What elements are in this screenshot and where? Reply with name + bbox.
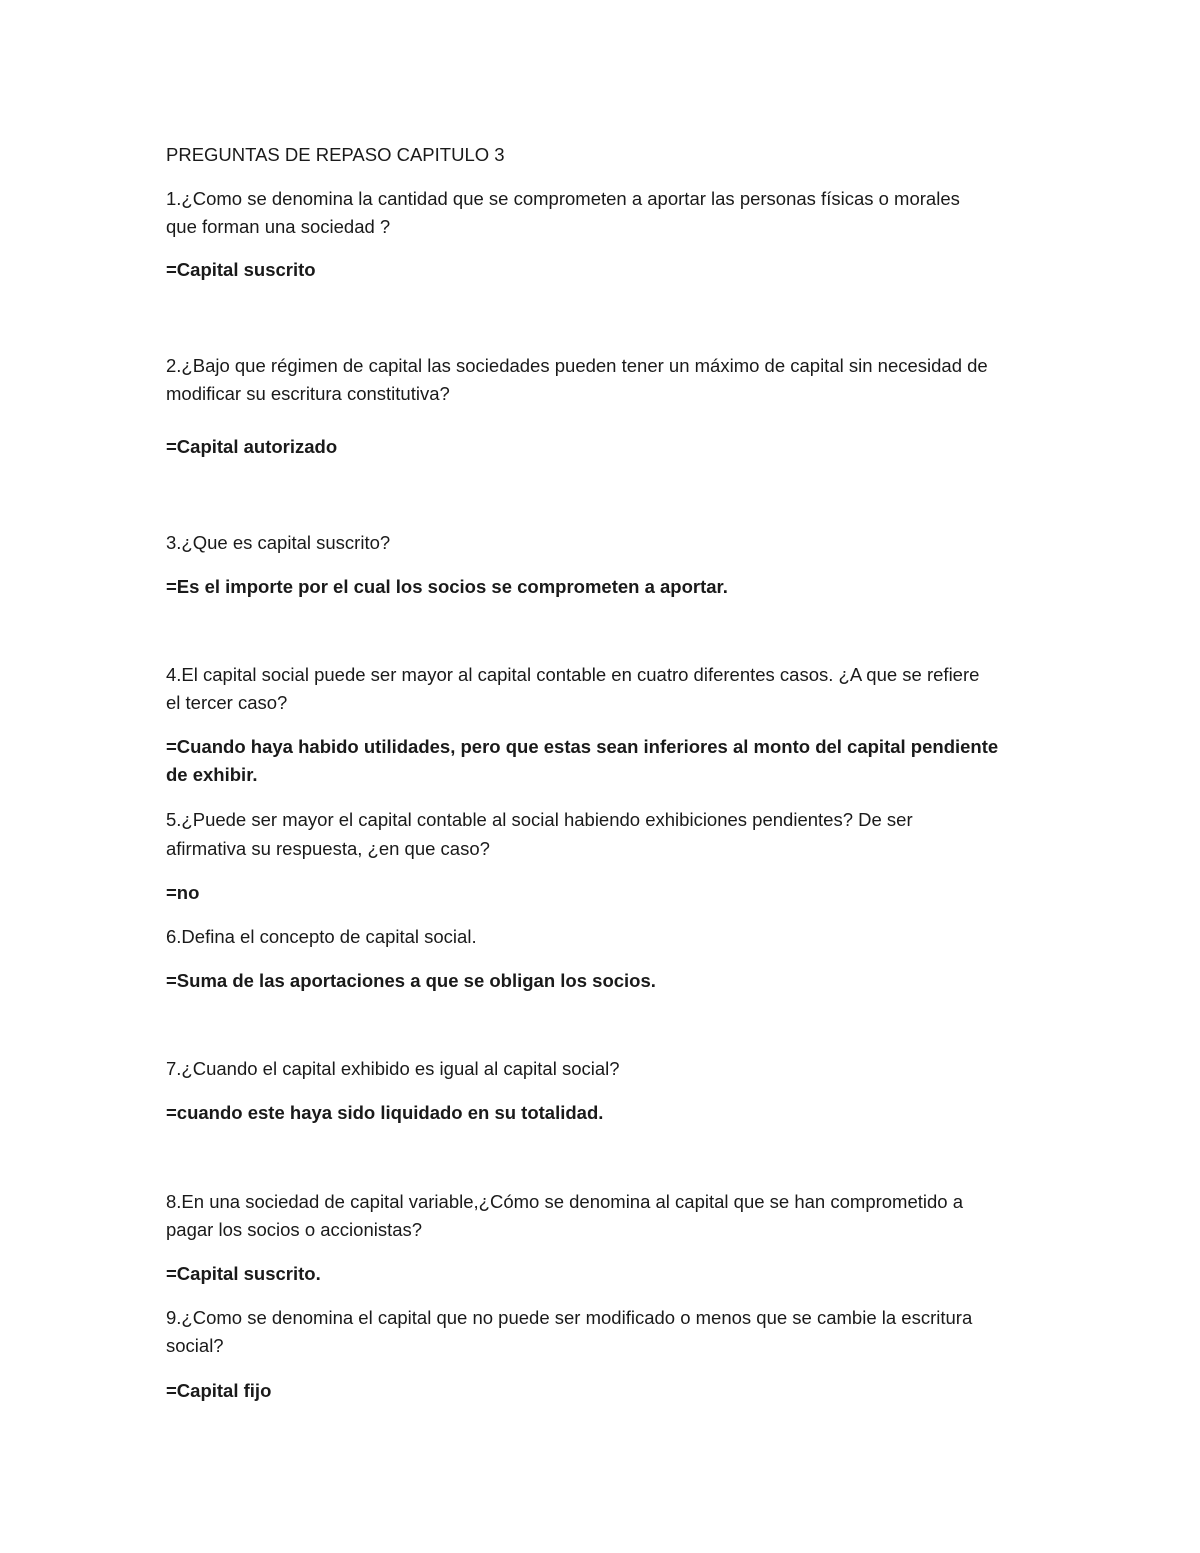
question-9-line-2: social? xyxy=(166,1335,224,1356)
question-8-line-1: 8.En una sociedad de capital variable,¿Cómo se denomina al capital que se han comprometido a xyxy=(166,1191,964,1212)
answer-8: =Capital suscrito. xyxy=(166,1263,321,1284)
answer-4-line-1: =Cuando haya habido utilidades, pero que estas sean inferiores al monto del capital pendiente xyxy=(166,736,999,757)
question-5-line-2: afirmativa su respuesta, ¿en que caso? xyxy=(166,838,490,859)
answer-4-line-2: de exhibir. xyxy=(166,764,258,785)
question-1-line-1: 1.¿Como se denomina la cantidad que se comprometen a aportar las personas físicas o morales xyxy=(166,188,960,209)
question-2-line-1: 2.¿Bajo que régimen de capital las sociedades pueden tener un máximo de capital sin necesidad de xyxy=(166,355,988,376)
question-4-line-2: el tercer caso? xyxy=(166,692,288,713)
question-6-line-1: 6.Defina el concepto de capital social. xyxy=(166,926,477,947)
question-7-line-1: 7.¿Cuando el capital exhibido es igual al capital social? xyxy=(166,1058,620,1079)
question-1-line-2: que forman una sociedad ? xyxy=(166,216,391,237)
question-2-line-2: modificar su escritura constitutiva? xyxy=(166,383,450,404)
answer-9: =Capital fijo xyxy=(166,1380,272,1401)
answer-7: =cuando este haya sido liquidado en su totalidad. xyxy=(166,1102,604,1123)
question-3-line-1: 3.¿Que es capital suscrito? xyxy=(166,532,391,553)
answer-3: =Es el importe por el cual los socios se comprometen a aportar. xyxy=(166,576,728,597)
question-8-line-2: pagar los socios o accionistas? xyxy=(166,1219,423,1240)
question-5-line-1: 5.¿Puede ser mayor el capital contable al social habiendo exhibiciones pendientes? De ser xyxy=(166,809,913,830)
question-4-line-1: 4.El capital social puede ser mayor al capital contable en cuatro diferentes casos. ¿A que se refiere xyxy=(166,664,980,685)
answer-5: =no xyxy=(166,882,200,903)
answer-1: =Capital suscrito xyxy=(166,259,316,280)
document-title: PREGUNTAS DE REPASO CAPITULO 3 xyxy=(166,144,505,165)
question-9-line-1: 9.¿Como se denomina el capital que no puede ser modificado o menos que se cambie la escritura xyxy=(166,1307,973,1328)
answer-2: =Capital autorizado xyxy=(166,436,338,457)
answer-6: =Suma de las aportaciones a que se obligan los socios. xyxy=(166,970,656,991)
